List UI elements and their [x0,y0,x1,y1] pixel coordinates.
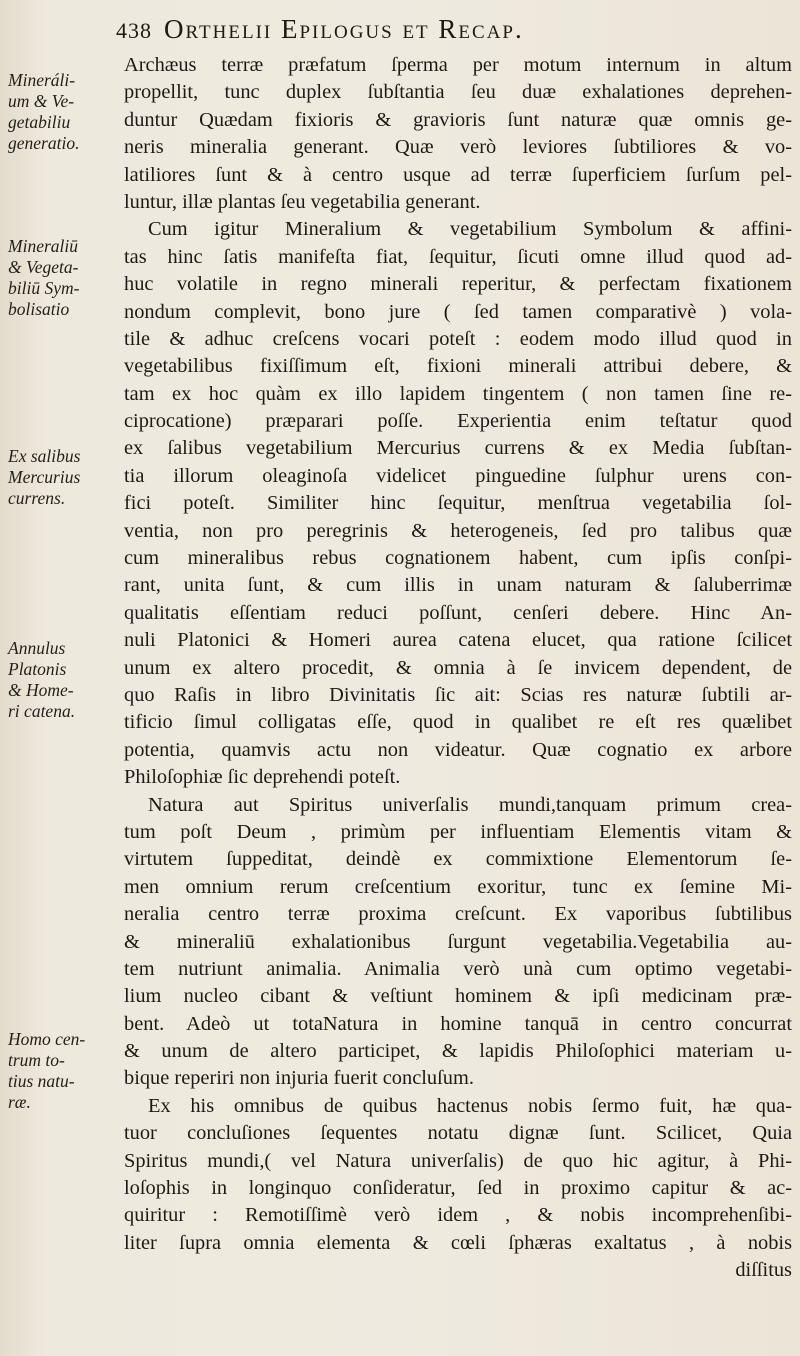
main-text [124,52,792,1285]
margin-note-line: um & Ve- [8,91,75,111]
text-line: Cum igitur Mineralium & vegetabilium Symbolum & affini- [148,218,792,241]
text-line: tum poſt Deum , primùm per influentiam Elementis vitam & [124,820,792,843]
text-line: ventia, non pro peregrinis & heterogeneis, ſed pro talibus quæ [124,519,792,542]
text-line: virtutem ſuppeditat, deindè ex commixtione Elementorum ſe- [124,848,792,871]
text-line: tem nutriunt animalia. Animalia verò unà cum optimo vegetabi- [124,957,792,980]
text-line: qualitatis eſſentiam reduci poſſunt, cenſeri debere. Hinc An- [124,601,792,624]
running-head: Orthelii Epilogus et Recap. [164,14,524,44]
text-line: tificio ſimul colligatas eſſe, quod in qualibet re eſt res quælibet [124,711,792,734]
text-line: potentia, quamvis actu non videatur. Quæ cognatio ex arbore [124,738,792,761]
text-line: ciprocatione) præparari poſſe. Experientia enim teſtatur quod [124,410,792,433]
margin-note [8,638,120,722]
margin-note-line: trum to- [8,1050,65,1070]
text-line: propellit, tunc duplex ſubſtantia ſeu duæ exhalationes deprehen- [124,81,792,104]
margin-note-line: Mercurius [8,467,81,487]
margin-note-line: Mineraliū [8,236,78,256]
margin-note [8,1029,120,1113]
text-line: men omnium rerum creſcentium exoritur, tunc ex ſemine Mi- [124,875,792,898]
text-line: luntur, illæ plantas ſeu vegetabilia generant. [124,190,481,213]
margin-note-line: getabiliu [8,112,71,132]
text-line: loſophis in longinquo conſideratur, ſed in proximo capitur & ac- [124,1177,792,1200]
text-line: Natura aut Spiritus univerſalis mundi,tanquam primum crea- [148,793,792,816]
text-line: Archæus terræ præfatum ſperma per motum internum in altum [124,54,792,76]
text-line: vegetabilibus fixiſſimum eſt, fixioni minerali attribui debere, & [124,355,792,378]
text-line: tas hinc ſatis manifeſta fiat, ſequitur, ſicuti omne illud quod ad- [124,245,792,268]
text-line: tile & adhuc creſcens vocari poteſt : eodem modo illud quod in [124,327,792,350]
text-line: tuor concluſiones ſequentes notatu dignæ ſunt. Scilicet, Quia [124,1122,792,1145]
margin-note-line: bolisatio [8,299,70,319]
margin-note-line: Homo cen- [8,1029,86,1049]
text-line: & unum de altero participet, & lapidis Philoſophici materiam u- [124,1040,792,1063]
text-line: bique reperiri non injuria fuerit concluſum. [124,1067,474,1090]
text-line: latiliores ſunt & à centro usque ad terræ ſuperficiem ſurſum pel- [124,163,792,186]
text-line: liter ſupra omnia elementa & cœli ſphæras exaltatus , à nobis [124,1231,792,1254]
margin-note-line: generatio. [8,133,80,153]
catchword: diſſitus [735,1259,792,1282]
margin-note-line: biliū Sym- [8,278,80,298]
margin-note-line: currens. [8,488,66,508]
margin-note-line: Ex salibus [8,446,81,466]
text-line: huc volatile in regno minerali reperitur, & perfectam fixationem [124,273,792,296]
text-line: Ex his omnibus de quibus hactenus nobis ſermo fuit, hæ qua- [148,1094,792,1117]
text-line: quiritur : Remotiſſimè verò idem , & nobis incomprehenſibi- [124,1204,792,1227]
text-line: tia illorum oleaginoſa videlicet pinguedine ſulphur urens con- [124,464,792,487]
text-line: Philoſophiæ ſic deprehendi poteſt. [124,766,401,789]
text-line: ex ſalibus vegetabilium Mercurius currens & ex Media ſubſtan- [124,437,792,460]
margin-note-line: ri catena. [8,701,76,721]
text-line: Spiritus mundi,( vel Natura univerſalis) de quo hic agitur, à Phi- [124,1149,792,1172]
text-line: neralia centro terræ proxima creſcunt. Ex vaporibus ſubtilibus [124,903,792,926]
text-line: fici poteſt. Similiter hinc ſequitur, menſtrua vegetabilia ſol- [124,492,792,515]
margin-note-line: tius natu- [8,1071,75,1091]
text-line: lium nucleo cibant & veſtiunt hominem & ipſi medicinam præ- [124,985,792,1008]
margin-note-line: Platonis [8,659,67,679]
margin-note-line: Annulus [8,638,66,658]
text-line: nuli Platonici & Homeri aurea catena elucet, qua ratione ſcilicet [124,629,792,652]
text-line: bent. Adeò ut totaNatura in homine tanquā in centro concurrat [124,1012,792,1035]
text-line: nondum complevit, bono jure ( ſed tamen comparativè ) vola- [124,300,792,323]
margin-note [8,70,120,154]
text-line: duntur Quædam fixioris & gravioris ſunt naturæ quæ omnis ge- [124,108,792,131]
text-line: & mineraliū exhalationibus ſurgunt vegetabilia.Vegetabilia au- [124,930,792,953]
text-line: tam ex hoc quàm ex illo lapidem tingentem ( non tamen ſine re- [124,382,792,405]
text-line: cum mineralibus rebus cognationem habent, cum ipſis conſpi- [124,547,792,570]
margin-note [8,446,120,509]
margin-note-line: Mineráli- [8,70,76,90]
text-line: unum ex altero procedit, & omnia à ſe invicem dependent, de [124,656,792,679]
text-line: neris mineralia generant. Quæ verò leviores ſubtiliores & vo- [124,136,792,159]
margin-note-line: ræ. [8,1092,31,1112]
page-header [116,10,776,50]
margin-note-line: & Home- [8,680,74,700]
margin-note-line: & Vegeta- [8,257,79,277]
text-line: rant, unita ſunt, & cum illis in unam naturam & ſaluberrimæ [124,574,792,597]
text-line: quo Raſis in libro Divinitatis ſic ait: Scias res naturæ ſubtili ar- [124,683,792,706]
margin-note [8,236,120,320]
page-number: 438 [116,18,152,43]
